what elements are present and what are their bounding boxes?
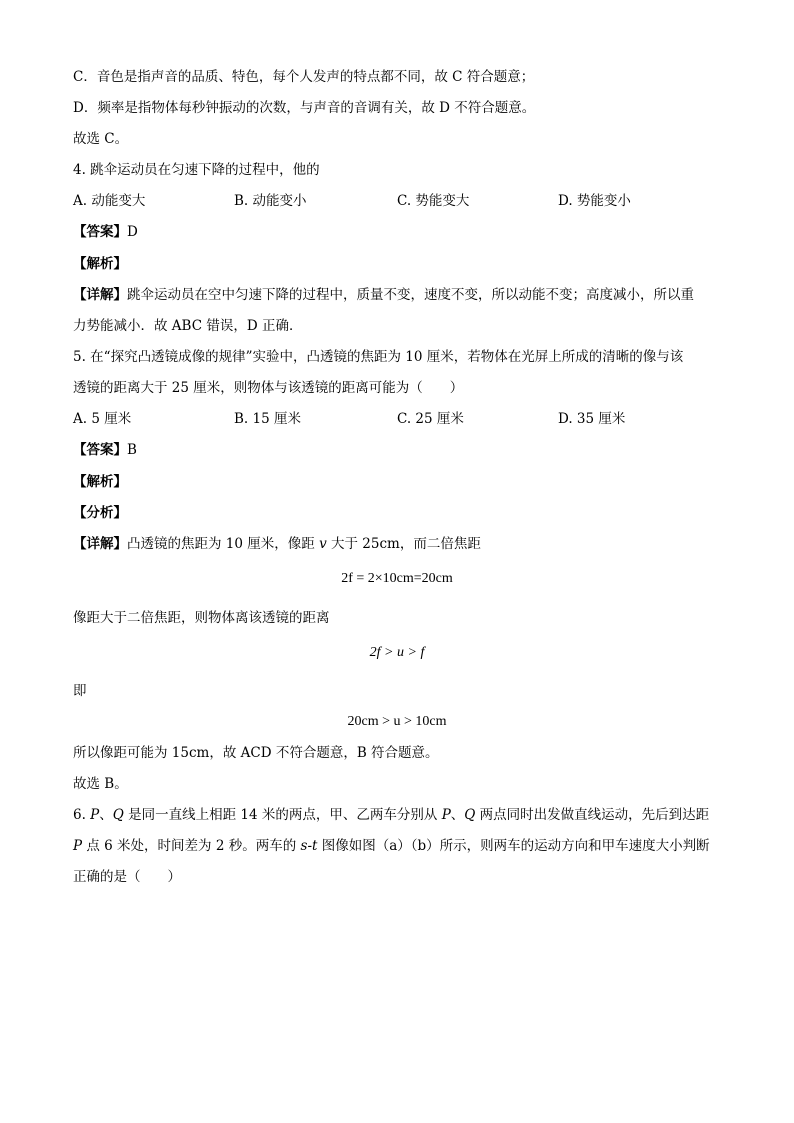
detail-tag: 【详解】 (73, 287, 127, 303)
q5-option-c: C. 25 厘米 (397, 411, 464, 427)
q5-stem-line2: 透镜的距离大于 25 厘米，则物体与该透镜的距离可能为（ ） (73, 380, 464, 396)
q3-option-d: D．频率是指物体每秒钟振动的次数，与声音的音调有关，故 D 不符合题意。 (73, 100, 536, 116)
q5-answer (73, 442, 137, 458)
q4-answer (73, 224, 138, 240)
q4-option-b: B. 动能变小 (234, 193, 307, 209)
q5-fenxi-tag: 【分析】 (73, 505, 127, 521)
point-p: P (73, 838, 83, 854)
q5-stem-line1: 5. 在“探究凸透镜成像的规律”实验中，凸透镜的焦距为 10 厘米，若物体在光屏上所成的清晰的像与该 (73, 349, 684, 365)
point-p: P (90, 807, 100, 823)
q5-detail-line (73, 536, 481, 552)
q5-equation-2: 2f > u > f (369, 645, 425, 660)
q6-number: 6. (73, 807, 91, 823)
q6-text: 、 (450, 807, 465, 823)
q4-option-a: A. 动能变大 (73, 193, 146, 209)
q4-analysis-tag: 【解析】 (73, 256, 127, 272)
detail-tag: 【详解】 (73, 536, 127, 552)
q4-stem: 4. 跳伞运动员在匀速下降的过程中，他的 (73, 162, 320, 178)
variable-v: v (319, 536, 327, 552)
q5-option-a: A. 5 厘米 (73, 411, 132, 427)
q6-text: 、 (99, 807, 113, 823)
q4-option-c: C. 势能变大 (397, 193, 470, 209)
q5-option-b: B. 15 厘米 (234, 411, 301, 427)
q6-text: 点 6 米处，时间差为 2 秒。两车的 (82, 838, 301, 854)
q5-ji: 即 (73, 683, 87, 699)
q6-stem-line1 (73, 807, 709, 823)
q3-option-c: C．音色是指声音的品质、特色，每个人发声的特点都不同，故 C 符合题意； (73, 69, 535, 85)
detail-text-a: 凸透镜的焦距为 10 厘米，像距 (127, 536, 320, 552)
q5-equation-3: 20cm > u > 10cm (347, 714, 447, 729)
detail-text-b: 大于 25cm，而二倍焦距 (326, 536, 481, 552)
q6-text: 两点同时出发做直线运动，先后到达距 (475, 807, 710, 823)
answer-value: D (127, 224, 138, 240)
q5-equation-1: 2f = 2×10cm=20cm (341, 571, 453, 586)
q5-text-after-eq1: 像距大于二倍焦距，则物体离该透镜的距离 (73, 610, 330, 626)
answer-tag: 【答案】 (73, 224, 127, 240)
q4-detail-line1 (73, 287, 694, 303)
q5-option-d: D. 35 厘米 (558, 411, 626, 427)
q5-analysis-tag: 【解析】 (73, 474, 127, 490)
q5-conclusion: 故选 B。 (73, 776, 128, 792)
q6-text: 图像如图（a）（b）所示，则两车的运动方向和甲车速度大小判断 (317, 838, 710, 854)
detail-text: 跳伞运动员在空中匀速下降的过程中，质量不变，速度不变，所以动能不变；高度减小，所以重 (127, 287, 694, 303)
q5-text-after-eq3: 所以像距可能为 15cm，故 ACD 不符合题意，B 符合题意。 (73, 745, 439, 761)
point-q: Q (464, 807, 476, 823)
q3-conclusion: 故选 C。 (73, 131, 129, 147)
q4-option-d: D. 势能变小 (558, 193, 631, 209)
point-q: Q (112, 807, 124, 823)
st-graph-label: s-t (300, 838, 318, 854)
answer-tag: 【答案】 (73, 442, 127, 458)
point-p: P (441, 807, 451, 823)
q4-detail-line2: 力势能减小．故 ABC 错误，D 正确． (73, 318, 303, 334)
q6-text: 是同一直线上相距 14 米的两点，甲、乙两车分别从 (123, 807, 442, 823)
answer-value: B (127, 442, 137, 458)
q6-stem-line3: 正确的是（ ） (73, 869, 181, 885)
q6-stem-line2 (73, 838, 710, 854)
